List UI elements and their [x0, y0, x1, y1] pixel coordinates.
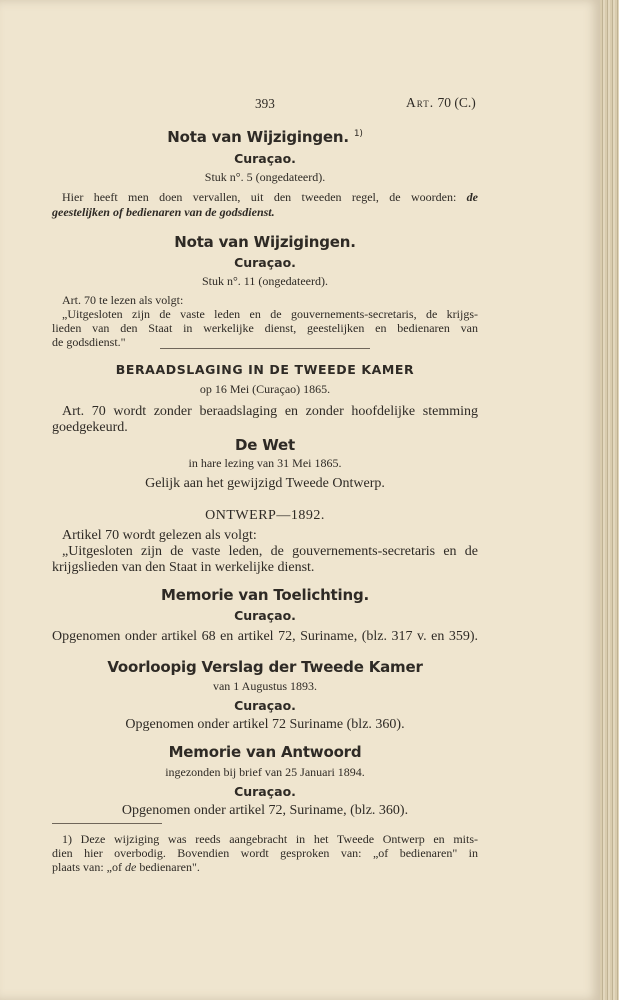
section2-subtitle: Curaçao. — [234, 255, 296, 270]
beraadslaging-line: Art. 70 wordt zonder beraadslaging en zonder hoofdelijke stemming — [62, 404, 478, 419]
antwoord-text: Opgenomen onder artikel 72, Suriname, (blz. 360). — [121, 803, 409, 818]
article-ref-prefix: Art. — [406, 95, 435, 110]
section1-text-italic: de — [466, 190, 478, 204]
section1-subtitle: Curaçao. — [234, 151, 296, 166]
verslag-subtitle: Curaçao. — [234, 698, 296, 713]
footnote-line3 — [52, 860, 200, 875]
footnote-ref: 1) — [353, 129, 363, 139]
section2-line: „Uitgesloten zijn de vaste leden en de gouvernements-secretaris, de krijgs- — [62, 307, 478, 321]
section1-text-line1 — [62, 190, 478, 205]
antwoord-date: ingezonden bij brief van 25 Januari 1894. — [165, 765, 365, 779]
verslag-date: van 1 Augustus 1893. — [212, 679, 317, 693]
section1-stuk: Stuk n°. 5 (ongedateerd). — [204, 170, 326, 184]
divider — [160, 348, 370, 349]
footnote-line1 — [62, 832, 478, 847]
toelichting-title: Memorie van Toelichting. — [161, 586, 369, 604]
footnote-text: Deze wijziging was reeds aangebracht in het Tweede Ontwerp en mits- — [80, 832, 479, 846]
section1-title-text: Nota van Wijzigingen. — [167, 128, 349, 146]
section1-title — [52, 128, 478, 146]
ontwerp-line: Artikel 70 wordt gelezen als volgt: — [62, 528, 257, 543]
beraadslaging-line: goedgekeurd. — [52, 420, 128, 435]
antwoord-subtitle: Curaçao. — [234, 784, 296, 799]
section2-stuk: Stuk n°. 11 (ongedateerd). — [202, 274, 328, 288]
section2-line: lieden van den Staat in werkelijke dienst, geestelijken en bedienaren van — [52, 321, 478, 335]
section1-text: Hier heeft men doen vervallen, uit den tweeden regel, de woorden: — [62, 190, 457, 204]
ontwerp-line: krijgslieden van den Staat in werkelijke dienst. — [52, 560, 315, 575]
footnote-line3-prefix: plaats van: „of — [52, 860, 122, 874]
wet-title: De Wet — [234, 436, 295, 454]
section2-title: Nota van Wijzigingen. — [174, 233, 356, 251]
beraadslaging-title: BERAADSLAGING IN DE TWEEDE KAMER — [115, 362, 415, 377]
footnote-line3-suffix: bedienaren". — [139, 860, 200, 874]
section2-line: de godsdienst." — [52, 335, 126, 349]
footnote-line3-italic: de — [124, 860, 137, 874]
page-edge — [600, 0, 619, 1000]
article-reference — [406, 95, 476, 111]
page-number: 393 — [255, 96, 275, 111]
footnote-divider — [52, 823, 162, 824]
section2-line: Art. 70 te lezen als volgt: — [62, 293, 184, 307]
article-ref-value: 70 (C.) — [437, 95, 476, 110]
toelichting-text: Opgenomen onder artikel 68 en artikel 72, Suriname, (blz. 317 v. en 359). — [52, 629, 478, 644]
ontwerp-title: ONTWERP—1892. — [205, 508, 325, 523]
wet-text: Gelijk aan het gewijzigd Tweede Ontwerp. — [145, 476, 385, 491]
toelichting-subtitle: Curaçao. — [234, 608, 296, 623]
footnote-marker: 1) — [62, 832, 72, 846]
verslag-title: Voorloopig Verslag der Tweede Kamer — [107, 658, 423, 676]
beraadslaging-date: op 16 Mei (Curaçao) 1865. — [199, 382, 331, 396]
ontwerp-line: „Uitgesloten zijn de vaste leden, de gouvernements-secretaris en de — [62, 544, 478, 559]
wet-subtitle: in hare lezing van 31 Mei 1865. — [188, 456, 342, 470]
verslag-text: Opgenomen onder artikel 72 Suriname (blz. 360). — [125, 717, 405, 732]
section1-text-line2: geestelijken of bedienaren van de godsdienst. — [52, 205, 275, 219]
footnote-line2: dien hier overbodig. Bovendien wordt gesproken van: „of bedienaren" in — [52, 846, 478, 860]
antwoord-title: Memorie van Antwoord — [168, 743, 362, 761]
